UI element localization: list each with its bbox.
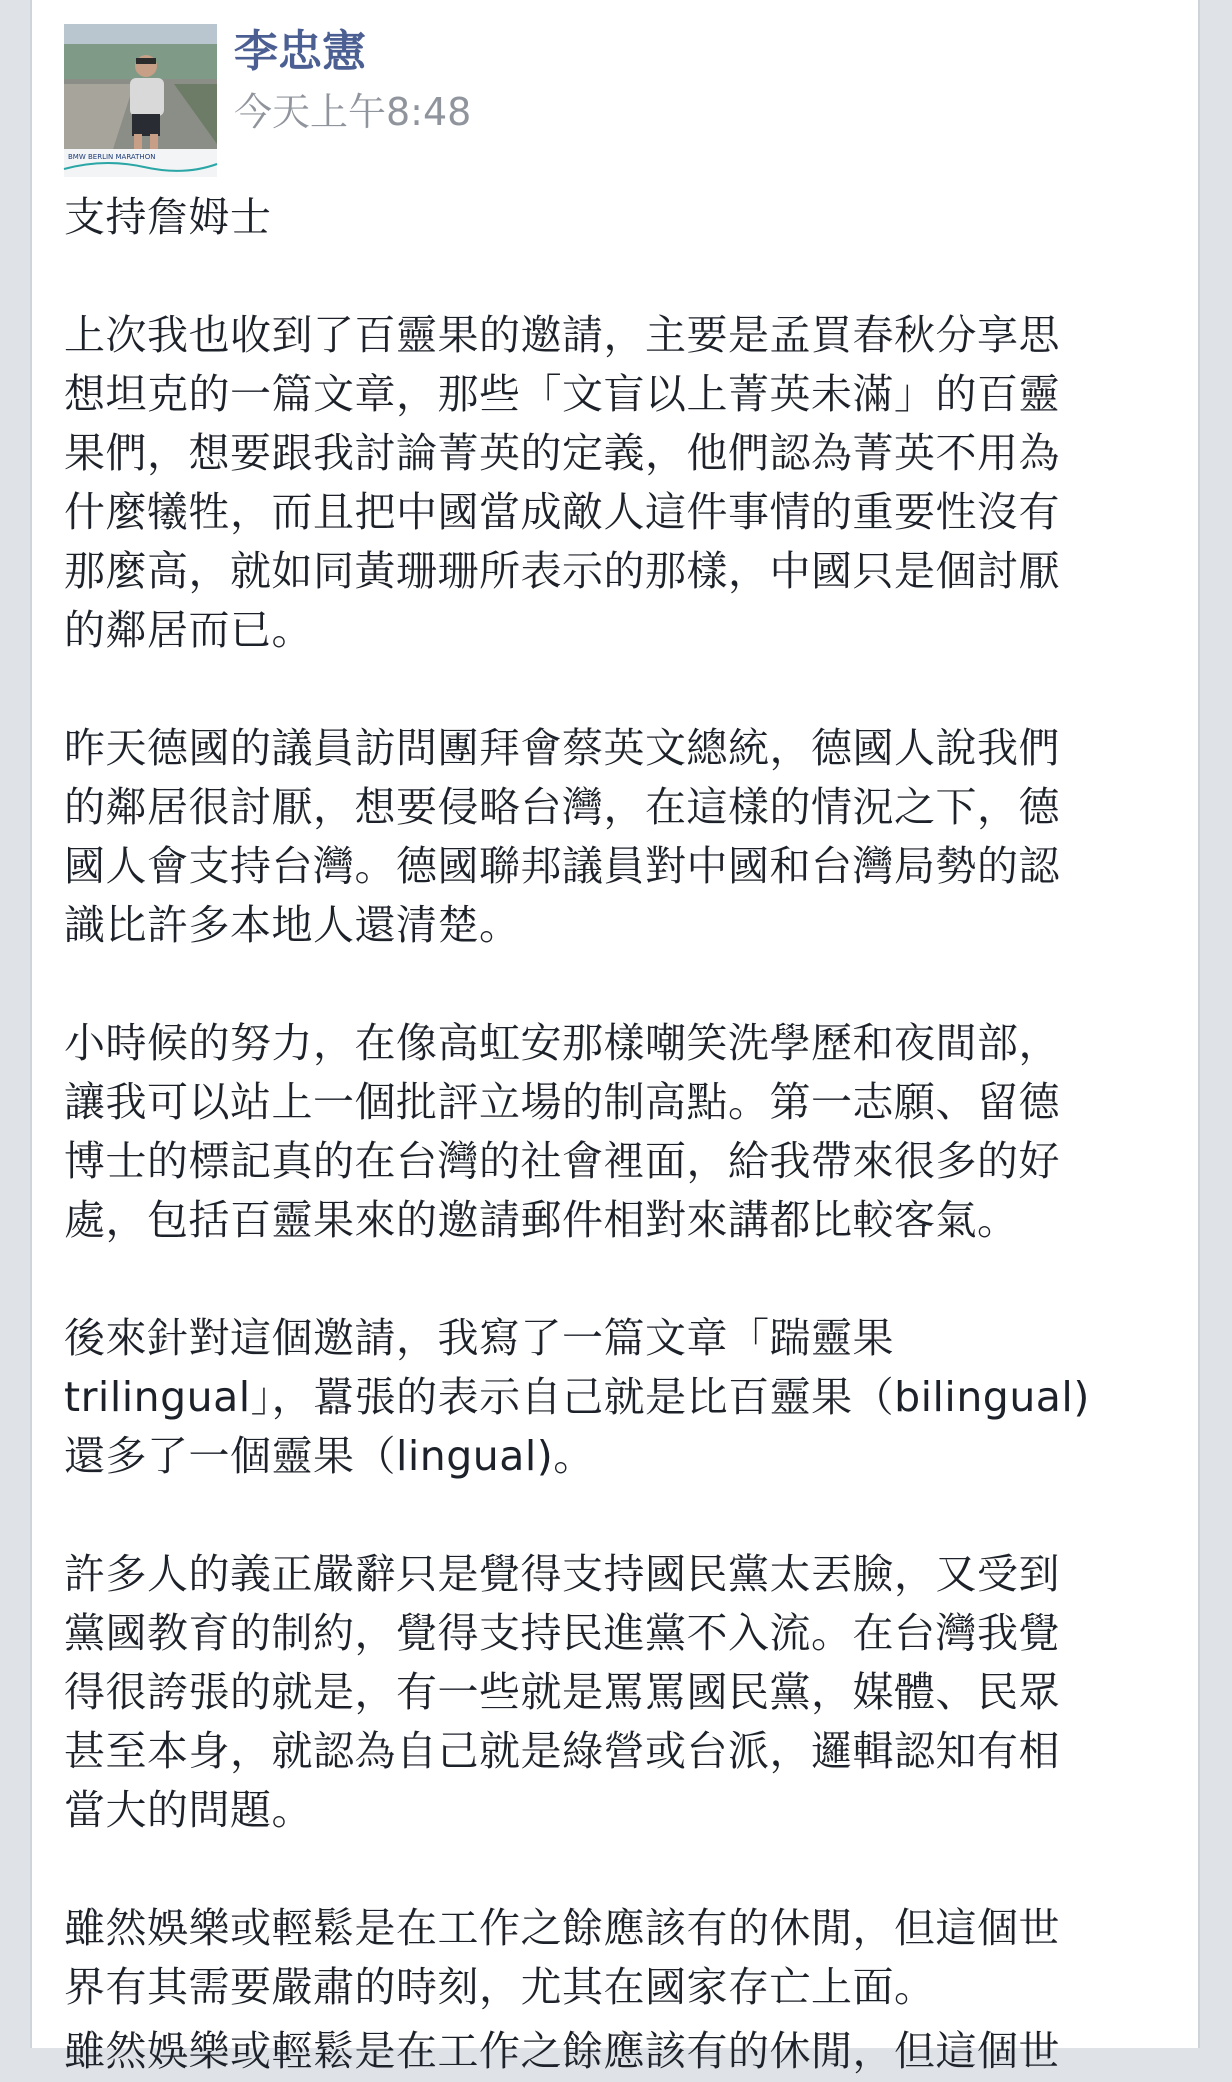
post-card [30, 0, 1200, 2075]
post-paragraph: 上次我也收到了百靈果的邀請，主要是孟買春秋分享思 想坦克的一篇文章，那些「文盲以上菁英未滿」的百靈 果們，想要跟我討論菁英的定義，他們認為菁英不用為 什麼犧牲，而且把中國當成敵人這件事情的重要性沒有 那麼高，就如同黃珊珊所表示的那樣，中國只是個討厭 的鄰居而已。 [64, 311, 1060, 654]
author-name[interactable]: 李忠憲 [234, 26, 366, 77]
author-avatar[interactable] [64, 24, 217, 177]
post-paragraph: 許多人的義正嚴辭只是覺得支持國民黨太丟臉，又受到 黨國教育的制約，覺得支持民進黨不入流。在台灣我覺 得很誇張的就是，有一些就是罵罵國民黨，媒體、民眾 甚至本身，就認為自己就是綠營或台派，邏輯認知有相 當大的問題。 [64, 1550, 1060, 1834]
post-paragraph: 支持詹姆士 [64, 193, 272, 241]
post-text-cutoff: 雖然娛樂或輕鬆是在工作之餘應該有的休閒，但這個世 [64, 2027, 1060, 2075]
post-paragraph: 昨天德國的議員訪問團拜會蔡英文總統，德國人說我們 的鄰居很討厭，想要侵略台灣，在這樣的情況之下，德 國人會支持台灣。德國聯邦議員對中國和台灣局勢的認 識比許多本地人還清楚。 [64, 724, 1060, 949]
post-paragraph: 小時候的努力，在像高虹安那樣嘲笑洗學歷和夜間部， 讓我可以站上一個批評立場的制高點。第一志願、留德 博士的標記真的在台灣的社會裡面，給我帶來很多的好 處，包括百靈果來的邀請郵件相對來講都比較客氣。 [64, 1019, 1060, 1244]
post-paragraph: 雖然娛樂或輕鬆是在工作之餘應該有的休閒，但這個世 界有其需要嚴肅的時刻，尤其在國家存亡上面。 [64, 1904, 1060, 2011]
post-text [64, 188, 1172, 2076]
post-timestamp[interactable]: 今天上午8:48 [234, 90, 472, 134]
avatar-badge-text: BMW BERLIN MARATHON [68, 153, 156, 161]
avatar-photo [64, 24, 217, 177]
post-paragraph: 後來針對這個邀請，我寫了一篇文章「踹靈果 trilingual」，囂張的表示自己就是比百靈果（bilingual) 還多了一個靈果（lingual)。 [64, 1314, 1090, 1480]
